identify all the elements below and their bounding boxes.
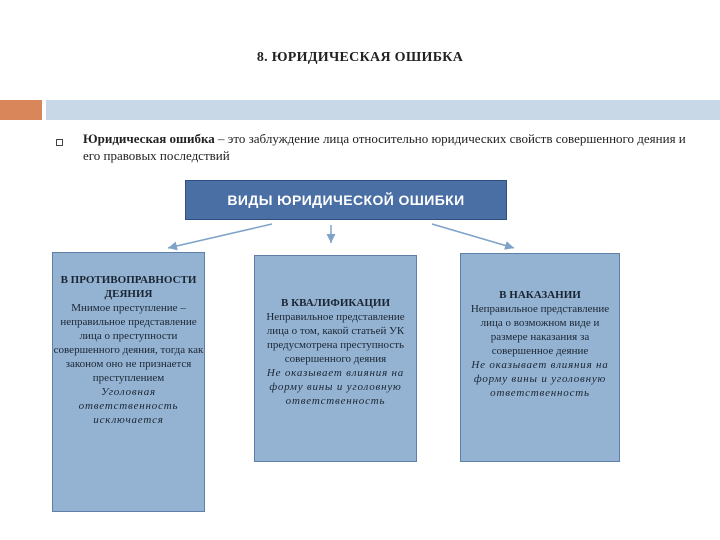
arrow-left-icon [168,224,272,248]
square-bullet-icon [56,139,63,146]
arrow-right-icon [432,224,514,248]
box-body: Мнимое преступление – неправильное представление лица о преступности совершенного деяния, тогда как законом оно не признается преступлением [53,302,204,384]
box-head: В КВАЛИФИКАЦИИ [281,297,390,309]
type-box-qualification [254,255,417,462]
box-head: В НАКАЗАНИИ [499,289,581,301]
accent-bar-blue [46,100,720,120]
slide-title: 8. ЮРИДИЧЕСКАЯ ОШИБКА [256,50,464,65]
type-box-illegality [52,252,205,512]
box-body: Неправильное представление лица о возможном виде и размере наказания за совершенное деяние [470,303,610,357]
types-banner: ВИДЫ ЮРИДИЧЕСКОЙ ОШИБКИ [185,180,507,220]
box-note: Не оказывает влияния на форму вины и уголовную ответственность [471,359,609,399]
definition-term: Юридическая ошибка [83,131,215,146]
box-head: В ПРОТИВОПРАВНОСТИ ДЕЯНИЯ [60,274,197,300]
accent-bar-orange [0,100,42,120]
definition-text: – это заблуждение лица относительно юридических свойств совершенного деяния и его правовых последствий [83,131,686,163]
box-body: Неправильное представление лица о том, какой статьей УК предусмотрена преступность совершенного деяния [266,311,405,365]
definition-paragraph [83,130,693,164]
type-box-punishment [460,253,620,462]
box-note: Не оказывает влияния на форму вины и уголовную ответственность [266,367,405,407]
box-note: Уголовная ответственность исключается [78,386,179,426]
